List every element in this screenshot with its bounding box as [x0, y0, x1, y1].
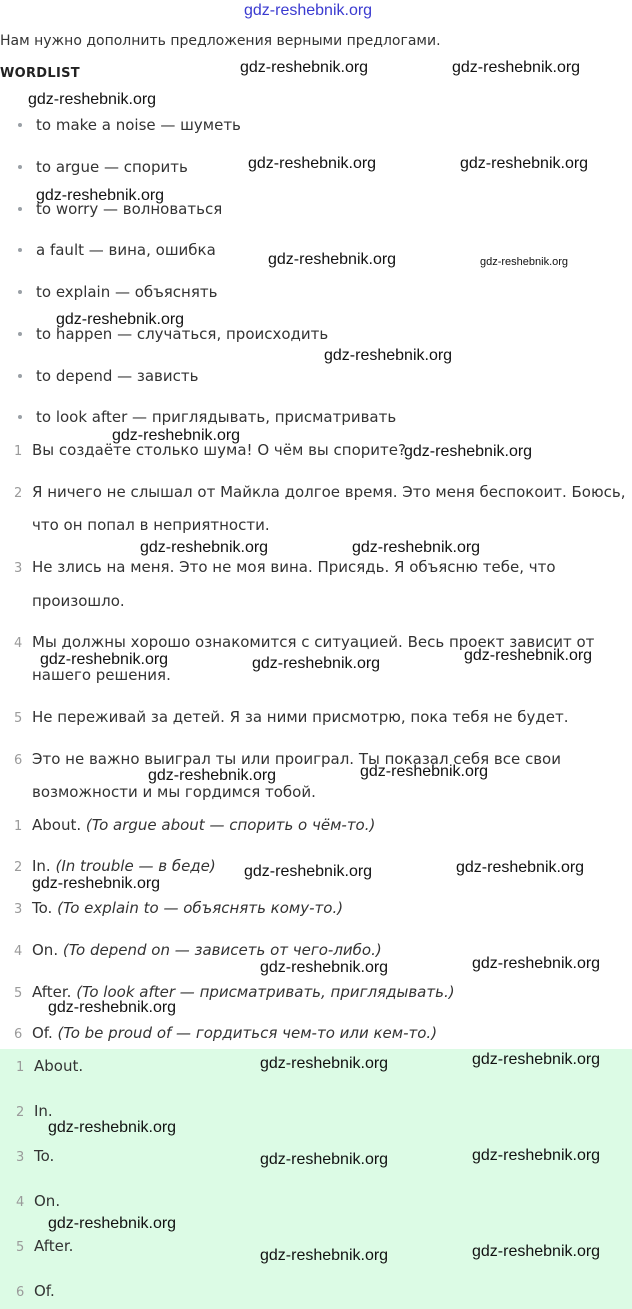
watermark: gdz-reshebnik.org: [324, 347, 453, 364]
wordlist-item-text: to worry — волноваться: [36, 200, 223, 218]
wordlist-item: [18, 283, 217, 301]
wordlist-item-text: to argue — спорить: [36, 158, 188, 176]
translation-text-continued: произошло.: [32, 592, 125, 610]
translation-item: [14, 483, 625, 501]
item-number: 1: [16, 1060, 25, 1075]
watermark: gdz-reshebnik.org: [460, 155, 589, 172]
answer-text: After.: [34, 1237, 74, 1255]
watermark: gdz-reshebnik.org: [472, 1147, 601, 1164]
watermark: gdz-reshebnik.org: [48, 1119, 177, 1136]
item-number: 5: [14, 986, 23, 1001]
answer-text: To.: [34, 1147, 55, 1165]
watermark: gdz-reshebnik.org: [472, 955, 601, 972]
item-number: 5: [14, 711, 23, 726]
item-number: 5: [16, 1240, 25, 1255]
item-number: 6: [14, 753, 23, 768]
watermark: gdz-reshebnik.org: [56, 311, 185, 328]
explanation-item: [14, 941, 382, 959]
item-number: 4: [16, 1195, 25, 1210]
watermark: gdz-reshebnik.org: [252, 655, 381, 672]
translation-item: [14, 708, 568, 726]
explanation-note: (To explain to — объяснять кому-то.): [57, 899, 344, 917]
wordlist-item: [18, 116, 241, 134]
site-link-top[interactable]: gdz-reshebnik.org: [244, 2, 373, 19]
explanation-answer: On.: [32, 941, 59, 959]
item-number: 2: [14, 486, 23, 501]
watermark: gdz-reshebnik.org: [140, 539, 269, 556]
explanation-answer: After.: [32, 983, 72, 1001]
bullet-dot-icon: [18, 332, 22, 336]
translation-text: Не переживай за детей. Я за ними присмотрю, пока тебя не будет.: [32, 708, 569, 726]
item-number: 1: [14, 819, 23, 834]
bullet-dot-icon: [18, 374, 22, 378]
bullet-dot-icon: [18, 290, 22, 294]
watermark: gdz-reshebnik.org: [260, 1055, 389, 1072]
watermark: gdz-reshebnik.org: [260, 959, 389, 976]
explanation-note: (In trouble — в беде): [55, 857, 216, 875]
bullet-dot-icon: [18, 207, 22, 211]
wordlist-item: [18, 367, 198, 385]
explanation-note: (To argue about — спорить о чём-то.): [85, 816, 376, 834]
answer-text: Of.: [34, 1282, 55, 1300]
answer-item: [16, 1192, 60, 1210]
watermark: gdz-reshebnik.org: [260, 1151, 389, 1168]
watermark: gdz-reshebnik.org: [480, 256, 569, 268]
translation-text: Не злись на меня. Это не моя вина. Присядь. Я объясню тебе, что: [32, 558, 556, 576]
bullet-dot-icon: [18, 415, 22, 419]
translation-text-continued: что он попал в неприятности.: [32, 516, 270, 534]
translation-text: Мы должны хорошо ознакомится с ситуацией. Весь проект зависит от: [32, 633, 595, 651]
watermark: gdz-reshebnik.org: [268, 251, 397, 268]
watermark: gdz-reshebnik.org: [352, 539, 481, 556]
explanation-item: [14, 816, 375, 834]
watermark: gdz-reshebnik.org: [260, 1247, 389, 1264]
answer-item: [16, 1057, 83, 1075]
bullet-dot-icon: [18, 165, 22, 169]
bullet-dot-icon: [18, 248, 22, 252]
translation-item: [14, 558, 556, 576]
watermark: gdz-reshebnik.org: [472, 1243, 601, 1260]
item-number: 3: [14, 902, 23, 917]
wordlist-item: [18, 241, 216, 259]
wordlist-item-text: to happen — случаться, происходить: [36, 325, 329, 343]
explanation-answer: About.: [32, 816, 82, 834]
wordlist-item-text: a fault — вина, ошибка: [36, 241, 216, 259]
watermark: gdz-reshebnik.org: [32, 875, 161, 892]
watermark: gdz-reshebnik.org: [472, 1051, 601, 1068]
explanation-note: (To be proud of — гордиться чем-то или кем-то.): [57, 1024, 438, 1042]
watermark: gdz-reshebnik.org: [404, 443, 533, 460]
explanation-answer: To.: [32, 899, 53, 917]
item-number: 2: [14, 860, 23, 875]
translation-text: Я ничего не слышал от Майкла долгое время. Это меня беспокоит. Боюсь,: [32, 483, 626, 501]
wordlist-item-text: to look after — приглядывать, присматривать: [36, 408, 397, 426]
watermark: gdz-reshebnik.org: [36, 187, 165, 204]
translation-text-continued: возможности и мы гордимся тобой.: [32, 783, 316, 801]
watermark: gdz-reshebnik.org: [48, 999, 177, 1016]
wordlist-item-text: to make a noise — шуметь: [36, 116, 241, 134]
translation-text: Это не важно выиграл ты или проиграл. Ты показал себя все свои: [32, 750, 561, 768]
answer-text: On.: [34, 1192, 61, 1210]
item-number: 4: [14, 636, 23, 651]
wordlist-item: [18, 408, 396, 426]
explanation-note: (To look after — присматривать, приглядывать.): [76, 983, 455, 1001]
watermark: gdz-reshebnik.org: [456, 859, 585, 876]
answers-section-background: [0, 1049, 632, 1309]
watermark: gdz-reshebnik.org: [248, 155, 377, 172]
answer-item: [16, 1237, 73, 1255]
explanation-answer: Of.: [32, 1024, 53, 1042]
answer-item: [16, 1102, 53, 1120]
answer-item: [16, 1282, 55, 1300]
item-number: 6: [14, 1027, 23, 1042]
answer-item: [16, 1147, 54, 1165]
item-number: 6: [16, 1285, 25, 1300]
intro-text: Нам нужно дополнить предложения верными предлогами.: [0, 33, 441, 49]
explanation-item: [14, 1024, 437, 1042]
watermark: gdz-reshebnik.org: [40, 651, 169, 668]
watermark: gdz-reshebnik.org: [28, 91, 157, 108]
answer-text: In.: [34, 1102, 53, 1120]
item-number: 3: [14, 561, 23, 576]
item-number: 4: [14, 944, 23, 959]
watermark: gdz-reshebnik.org: [148, 767, 277, 784]
explanation-item: [14, 857, 216, 875]
watermark: gdz-reshebnik.org: [48, 1215, 177, 1232]
translation-text: Вы создаёте столько шума! О чём вы спорите?: [32, 441, 406, 459]
explanation-note: (To depend on — зависеть от чего-либо.): [62, 941, 382, 959]
explanation-answer: In.: [32, 857, 51, 875]
explanation-item: [14, 899, 343, 917]
watermark: gdz-reshebnik.org: [464, 647, 593, 664]
watermark: gdz-reshebnik.org: [244, 863, 373, 880]
item-number: 2: [16, 1105, 25, 1120]
item-number: 3: [16, 1150, 25, 1165]
translation-text-continued: нашего решения.: [32, 666, 171, 684]
watermark: gdz-reshebnik.org: [452, 59, 581, 76]
item-number: 1: [14, 444, 23, 459]
wordlist-item-text: to depend — зависть: [36, 367, 199, 385]
answer-text: About.: [34, 1057, 84, 1075]
wordlist-heading: WORDLIST: [0, 66, 80, 81]
bullet-dot-icon: [18, 123, 22, 127]
watermark: gdz-reshebnik.org: [360, 763, 489, 780]
watermark: gdz-reshebnik.org: [112, 427, 241, 444]
wordlist-item: [18, 158, 188, 176]
wordlist-item-text: to explain — объяснять: [36, 283, 218, 301]
watermark: gdz-reshebnik.org: [240, 59, 369, 76]
